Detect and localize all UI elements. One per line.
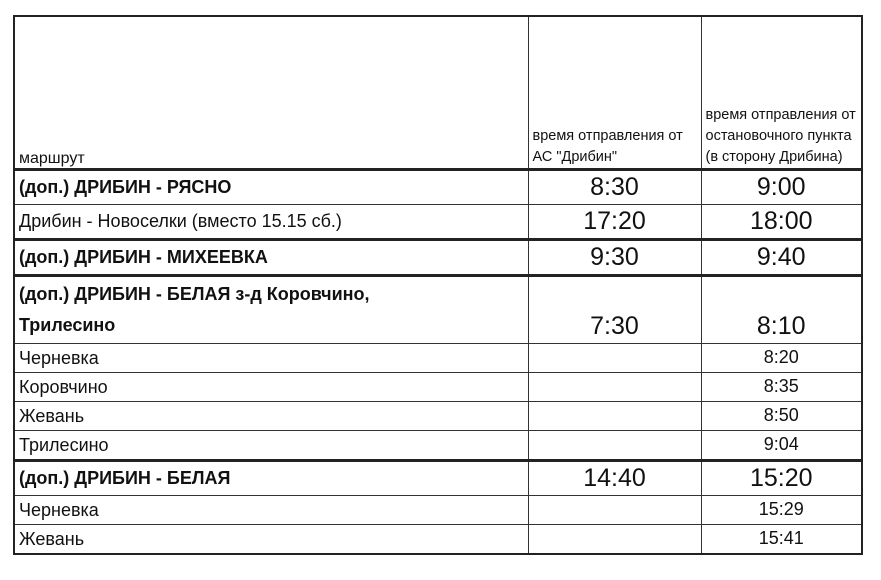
time-stop-cell: 15:29 [701, 495, 862, 524]
route-line-2: Трилесино [19, 314, 116, 335]
route-cell: Трилесино [14, 430, 528, 460]
table-row [14, 524, 862, 554]
table-row [14, 204, 862, 239]
time-station-cell [528, 430, 701, 460]
time-stop-cell: 8:20 [701, 343, 862, 372]
time-stop-cell: 18:00 [701, 204, 862, 239]
table-row [14, 460, 862, 495]
time-station-cell [528, 343, 701, 372]
route-cell: Жевань [14, 401, 528, 430]
table-row [14, 401, 862, 430]
header-depart-stop: время отправления от остановочного пункта (в сторону Дрибина) [701, 16, 862, 169]
header-route: маршрут [14, 16, 528, 169]
time-stop-cell: 9:00 [701, 169, 862, 204]
table-row [14, 275, 862, 343]
table-row [14, 169, 862, 204]
time-stop-cell: 9:04 [701, 430, 862, 460]
route-cell: Коровчино [14, 372, 528, 401]
time-stop-cell: 8:35 [701, 372, 862, 401]
route-cell: Черневка [14, 343, 528, 372]
table-row [14, 239, 862, 275]
route-cell: (доп.) ДРИБИН - РЯСНО [14, 169, 528, 204]
time-station-cell [528, 495, 701, 524]
time-station-cell: 7:30 [528, 275, 701, 343]
time-station-cell [528, 524, 701, 554]
time-stop-cell: 8:10 [701, 275, 862, 343]
time-station-cell: 17:20 [528, 204, 701, 239]
time-station-cell: 9:30 [528, 239, 701, 275]
time-station-cell [528, 401, 701, 430]
time-stop-cell: 15:41 [701, 524, 862, 554]
time-station-cell [528, 372, 701, 401]
schedule-table [13, 15, 863, 555]
table-row [14, 343, 862, 372]
route-cell [14, 275, 528, 343]
route-cell: Черневка [14, 495, 528, 524]
header-row [14, 16, 862, 169]
time-station-cell: 14:40 [528, 460, 701, 495]
time-station-cell: 8:30 [528, 169, 701, 204]
route-line-1: (доп.) ДРИБИН - БЕЛАЯ з-д Коровчино, [19, 283, 370, 304]
table-row [14, 372, 862, 401]
route-cell: Дрибин - Новоселки (вместо 15.15 сб.) [14, 204, 528, 239]
table-row [14, 430, 862, 460]
route-cell: (доп.) ДРИБИН - МИХЕЕВКА [14, 239, 528, 275]
time-stop-cell: 15:20 [701, 460, 862, 495]
table-row [14, 495, 862, 524]
header-depart-station: время отправления от АС "Дрибин" [528, 16, 701, 169]
route-cell: Жевань [14, 524, 528, 554]
time-stop-cell: 9:40 [701, 239, 862, 275]
time-stop-cell: 8:50 [701, 401, 862, 430]
route-cell: (доп.) ДРИБИН - БЕЛАЯ [14, 460, 528, 495]
